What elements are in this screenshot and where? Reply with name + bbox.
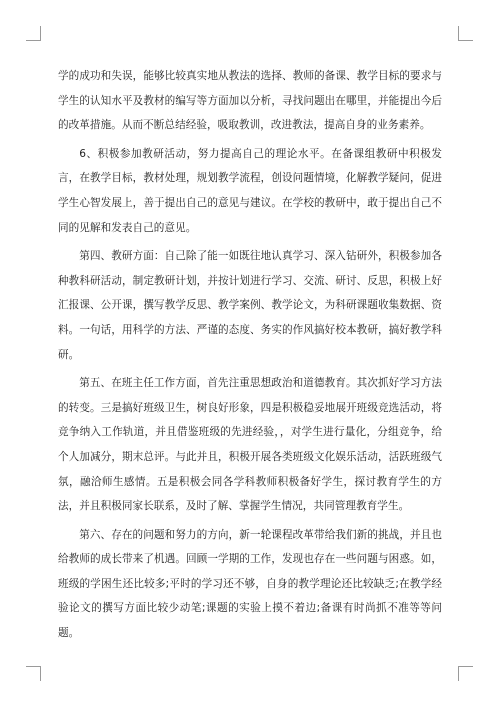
document-body — [58, 64, 442, 650]
crop-mark-top-right — [458, 26, 473, 41]
crop-mark-bottom-right — [458, 666, 473, 681]
paragraph-teaching-research: 第四、教研方面：自己除了能一如既往地认真学习、深入钻研外，积极参加各种教科研活动，制定教研计划，并按计划进行学习、交流、研讨、反思，积极上好汇报课、公开课，撰写教学反思、教学案例、教学论文，为科研课题收集数据、资料。一句话，用科学的方法、严谨的态度、务实的作风搞好校本教研，搞好教学科研。 — [58, 250, 442, 361]
crop-mark-bottom-left — [26, 666, 41, 681]
paragraph-teaching-reflection: 学的成功和失误，能够比较真实地从教法的选择、教师的备课、教学目标的要求与学生的认知水平及教材的编写等方面加以分析，寻找问题出在哪里，并能提出今后的改革措施。从而不断总结经验，吸取教训，改进教法，提高自身的业务素养。 — [58, 70, 442, 132]
paragraph-research-activities: 6、积极参加教研活动，努力提高自己的理论水平。在备课组教研中积极发言，在教学目标，教材处理，规划教学流程，创设问题情境，化解教学疑问，促进学生心智发展上，善于提出自己的意见与建议。在学校的教研中，敢于提出自己不同的见解和发表自己的意见。 — [58, 147, 442, 234]
paragraph-class-teacher-work: 第五、在班主任工作方面，首先注重思想政治和道德教育。其次抓好学习方法的转变。三是搞好班级卫生，树良好形象，四是积极稳妥地展开班级竞选活动，将竞争纳入工作轨道，并且借鉴班级的先进经验，，对学生进行量化，分组竞争，给个人加减分，期末总评。与此并且，积极开展各类班级文化娱乐活动，活跃班级气氛，融洽师生感情。五是积极会同各学科教师积极备好学生，探讨教育学生的方法，并且积极同家长联系，及时了解、掌握学生情况，共同管理教育学生。 — [58, 377, 442, 513]
paragraph-problems-and-direction: 第六、存在的问题和努力的方向，新一轮课程改革带给我们新的挑战，并且也给教师的成长带来了机遇。回顾一学期的工作，发现也存在一些问题与困惑。如，班级的学困生还比较多;平时的学习还不够，自身的教学理论还比较缺乏;在教学经验论文的撰写方面比较少动笔;课题的实验上摸不着边;备课有时尚抓不准等等问题。 — [58, 528, 442, 640]
crop-mark-top-left — [26, 26, 41, 41]
